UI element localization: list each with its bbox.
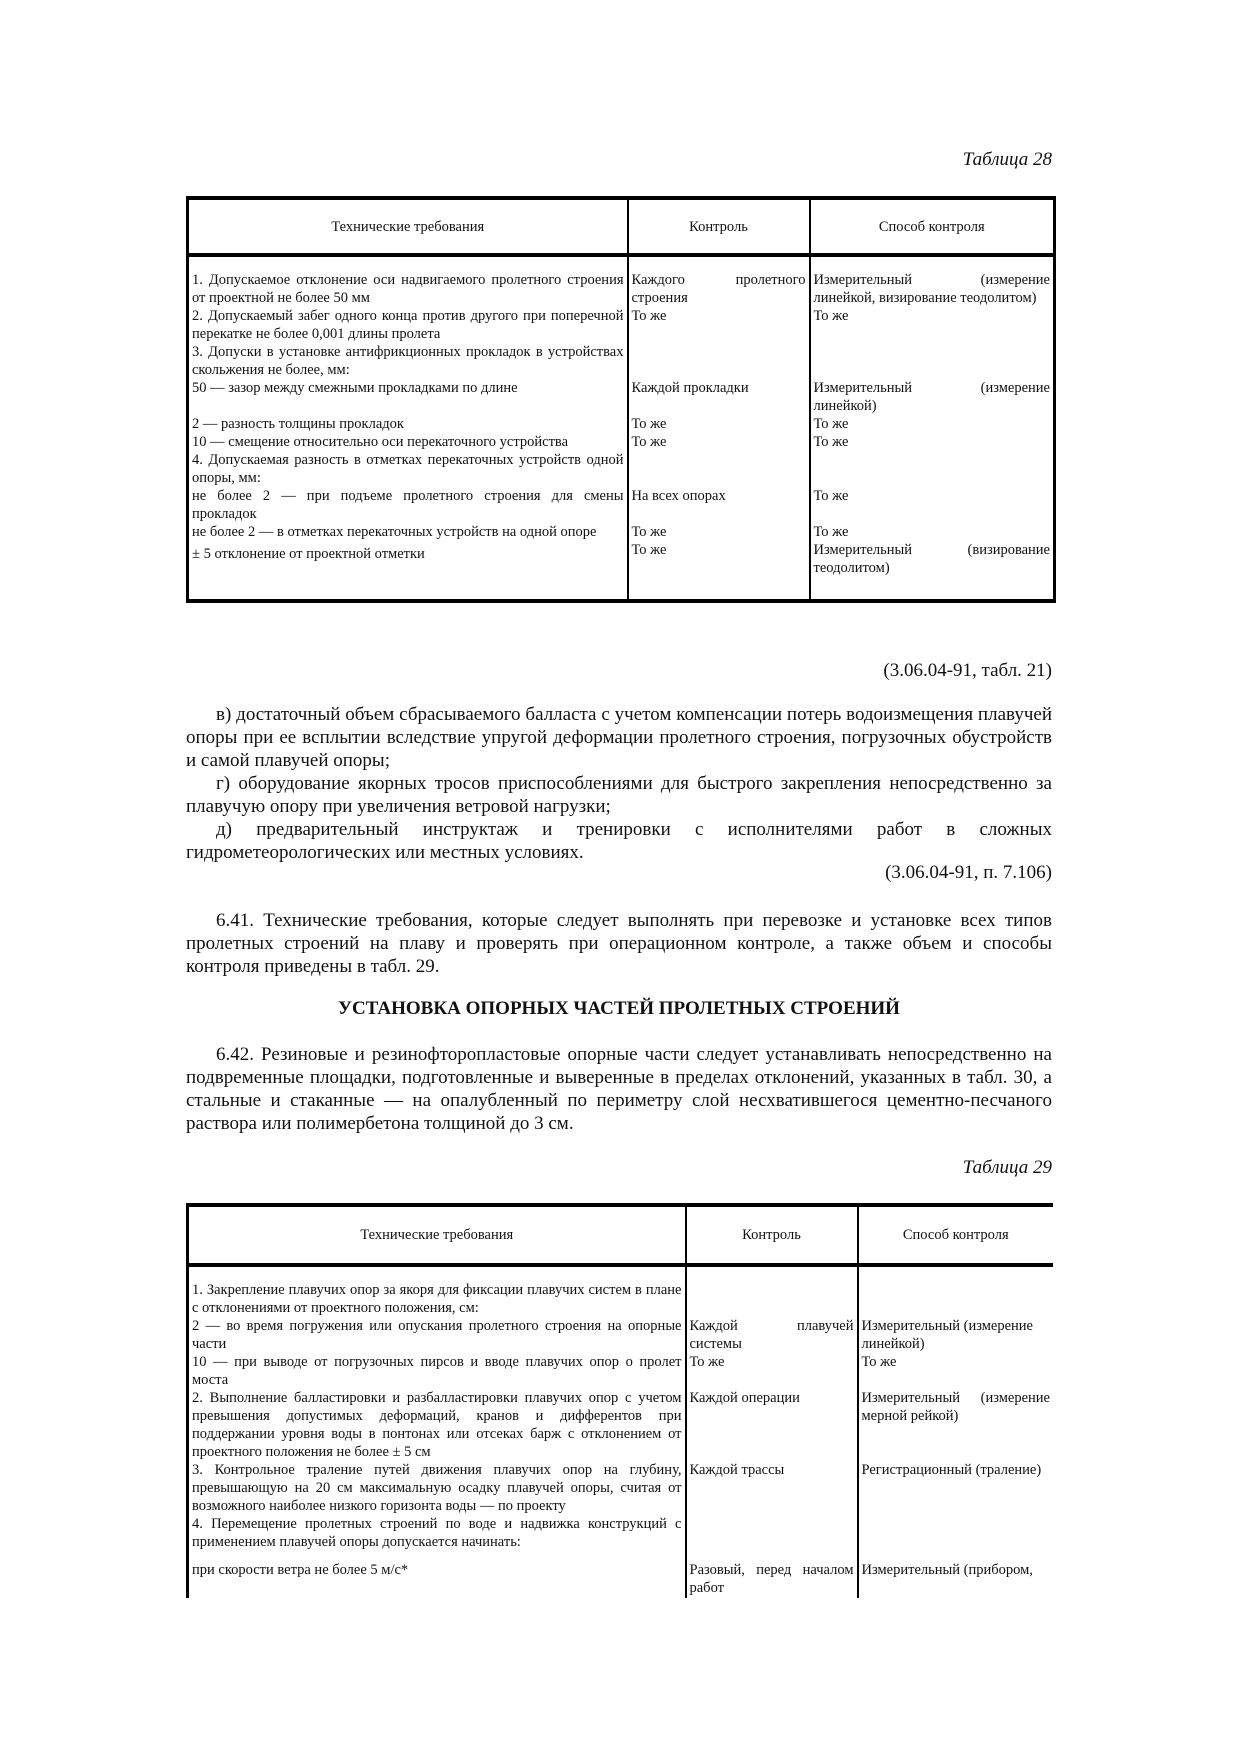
- cell-control: Разовый, перед началом работ: [686, 1551, 858, 1597]
- paragraphs-reference: (3.06.04-91, п. 7.106): [885, 862, 1052, 883]
- cell-req: 3. Допуски в установке антифрикционных прокладок в устройствах скольжения не более, мм:: [188, 343, 628, 379]
- header-control: Контроль: [628, 198, 810, 255]
- table-row: [188, 1281, 1054, 1317]
- paragraph-g: г) оборудование якорных тросов приспособлениями для быстрого закрепления непосредственно за плавучую опору при увеличения ветровой нагрузки;: [186, 773, 1052, 817]
- cell-method: [858, 1281, 1054, 1317]
- table-row: [188, 1461, 1054, 1515]
- list-section: [186, 703, 1052, 864]
- paragraph-6-41: 6.41. Технические требования, которые следует выполнять при перевозке и установке всех типов пролетных строений на плаву и проверять при операционном контроле, а также объем и способы контроля приведены в табл. 29.: [186, 910, 1052, 977]
- table-row: [188, 541, 1055, 577]
- table-29-caption: Таблица 29: [962, 1157, 1052, 1178]
- table-row: [188, 523, 1055, 541]
- table-row: [188, 1353, 1054, 1389]
- table-row: [188, 271, 1055, 307]
- cell-req: 50 — зазор между смежными прокладками по длине: [188, 379, 628, 415]
- cell-method: То же: [810, 433, 1055, 451]
- table-row: [188, 433, 1055, 451]
- cell-method: Измерительный (прибором,: [858, 1551, 1054, 1597]
- cell-req: 4. Перемещение пролетных строений по воде и надвижка конструкций с применением плавучей опоры допускается начинать:: [188, 1515, 686, 1551]
- paragraph-6-42: 6.42. Резиновые и резинофторопластовые опорные части следует устанавливать непосредственно на подвременные площадки, подготовленные и выверенные в пределах отклонений, указанных в табл. 30, а стальные и стаканные — на опалубленный по периметру слой несхватившегося цементно-песчаного раствора или полимербетона толщиной до 3 см.: [186, 1044, 1052, 1134]
- cell-req: 10 — при выводе от погрузочных пирсов и вводе плавучих опор о пролет моста: [188, 1353, 686, 1389]
- cell-req: 2 — во время погружения или опускания пролетного строения на опорные части: [188, 1317, 686, 1353]
- cell-control: [628, 343, 810, 379]
- cell-method: Измерительный (визирование теодолитом): [810, 541, 1055, 577]
- table-row: [188, 451, 1055, 487]
- cell-control: Каждой прокладки: [628, 379, 810, 415]
- header-requirements: Технические требования: [188, 1205, 686, 1265]
- table-29: [186, 1203, 1053, 1598]
- cell-req: при скорости ветра не более 5 м/с*: [188, 1551, 686, 1597]
- cell-method: То же: [810, 415, 1055, 433]
- cell-req: 3. Контрольное траление путей движения плавучих опор на глубину, превышающую на 20 см максимальную осадку плавучей опоры, считая от возможного наиболее низкого горизонта воды — по проекту: [188, 1461, 686, 1515]
- cell-method: Измерительный (измерение линейкой, визирование теодолитом): [810, 271, 1055, 307]
- cell-control: Каждого пролетного строения: [628, 271, 810, 307]
- cell-req: 1. Закрепление плавучих опор за якоря для фиксации плавучих систем в плане с отклонениями от проектного положения, см:: [188, 1281, 686, 1317]
- section-heading: УСТАНОВКА ОПОРНЫХ ЧАСТЕЙ ПРОЛЕТНЫХ СТРОЕНИЙ: [338, 998, 900, 1019]
- header-method: Способ контроля: [810, 198, 1055, 255]
- table-row: [188, 415, 1055, 433]
- table-row: [188, 1389, 1054, 1461]
- cell-control: Каждой плавучей системы: [686, 1317, 858, 1353]
- table-28-reference: (3.06.04-91, табл. 21): [883, 660, 1052, 681]
- cell-req: не более 2 — в отметках перекаточных устройств на одной опоре: [188, 523, 628, 541]
- cell-method: Измерительный (измерение линейкой): [810, 379, 1055, 415]
- table-28: [186, 196, 1056, 603]
- table-header-row: [188, 1205, 1054, 1265]
- cell-control: То же: [686, 1353, 858, 1389]
- cell-control: То же: [628, 433, 810, 451]
- table-row: [188, 1317, 1054, 1353]
- table-row: [188, 343, 1055, 379]
- cell-control: То же: [628, 307, 810, 343]
- cell-method: Измерительный (измерение мерной рейкой): [858, 1389, 1054, 1461]
- cell-req: 2 — разность толщины прокладок: [188, 415, 628, 433]
- header-requirements: Технические требования: [188, 198, 628, 255]
- cell-method: То же: [810, 487, 1055, 523]
- table-28-caption: Таблица 28: [962, 149, 1052, 170]
- cell-control: На всех опорах: [628, 487, 810, 523]
- paragraph-v: в) достаточный объем сбрасываемого балласта с учетом компенсации потерь водоизмещения плавучей опоры при ее всплытии вследствие упругой деформации пролетного строения, погрузочных обустройств и самой плавучей опоры;: [186, 704, 1052, 771]
- table-row: [188, 307, 1055, 343]
- paragraph-d: д) предварительный инструктаж и тренировки с исполнителями работ в сложных гидрометеорологических или местных условиях.: [186, 819, 1052, 863]
- cell-control: [686, 1515, 858, 1551]
- header-control: Контроль: [686, 1205, 858, 1265]
- table-29-clip: [186, 1203, 1053, 1598]
- cell-control: [686, 1281, 858, 1317]
- cell-req: 2. Допускаемый забег одного конца против другого при поперечной перекатке не более 0,001 длины пролета: [188, 307, 628, 343]
- cell-req: не более 2 — при подъеме пролетного строения для смены прокладок: [188, 487, 628, 523]
- table-row: [188, 487, 1055, 523]
- table-row: [188, 1551, 1054, 1597]
- cell-control: То же: [628, 523, 810, 541]
- cell-method: Регистрационный (траление): [858, 1461, 1054, 1515]
- cell-control: То же: [628, 415, 810, 433]
- header-method: Способ контроля: [858, 1205, 1054, 1265]
- cell-req: 10 — смещение относительно оси перекаточного устройства: [188, 433, 628, 451]
- cell-req: 2. Выполнение балластировки и разбалластировки плавучих опор с учетом превышения допустимых деформаций, кранов и дифферентов при поддержании уровня воды в понтонах или отсеках барж с отклонением от проектного положения не более ± 5 см: [188, 1389, 686, 1461]
- cell-req: 4. Допускаемая разность в отметках перекаточных устройств одной опоры, мм:: [188, 451, 628, 487]
- cell-method: То же: [858, 1353, 1054, 1389]
- table-row: [188, 379, 1055, 415]
- cell-control: То же: [628, 541, 810, 577]
- cell-method: [810, 343, 1055, 379]
- cell-control: Каждой операции: [686, 1389, 858, 1461]
- cell-method: То же: [810, 307, 1055, 343]
- cell-method: Измерительный (измерение линейкой): [858, 1317, 1054, 1353]
- cell-control: [628, 451, 810, 487]
- table-row: [188, 1515, 1054, 1551]
- cell-control: Каждой трассы: [686, 1461, 858, 1515]
- cell-req: 1. Допускаемое отклонение оси надвигаемого пролетного строения от проектной не более 50 мм: [188, 271, 628, 307]
- table-header-row: [188, 198, 1055, 255]
- cell-req: ± 5 отклонение от проектной отметки: [188, 541, 628, 577]
- cell-method: [858, 1515, 1054, 1551]
- cell-method: [810, 451, 1055, 487]
- cell-method: То же: [810, 523, 1055, 541]
